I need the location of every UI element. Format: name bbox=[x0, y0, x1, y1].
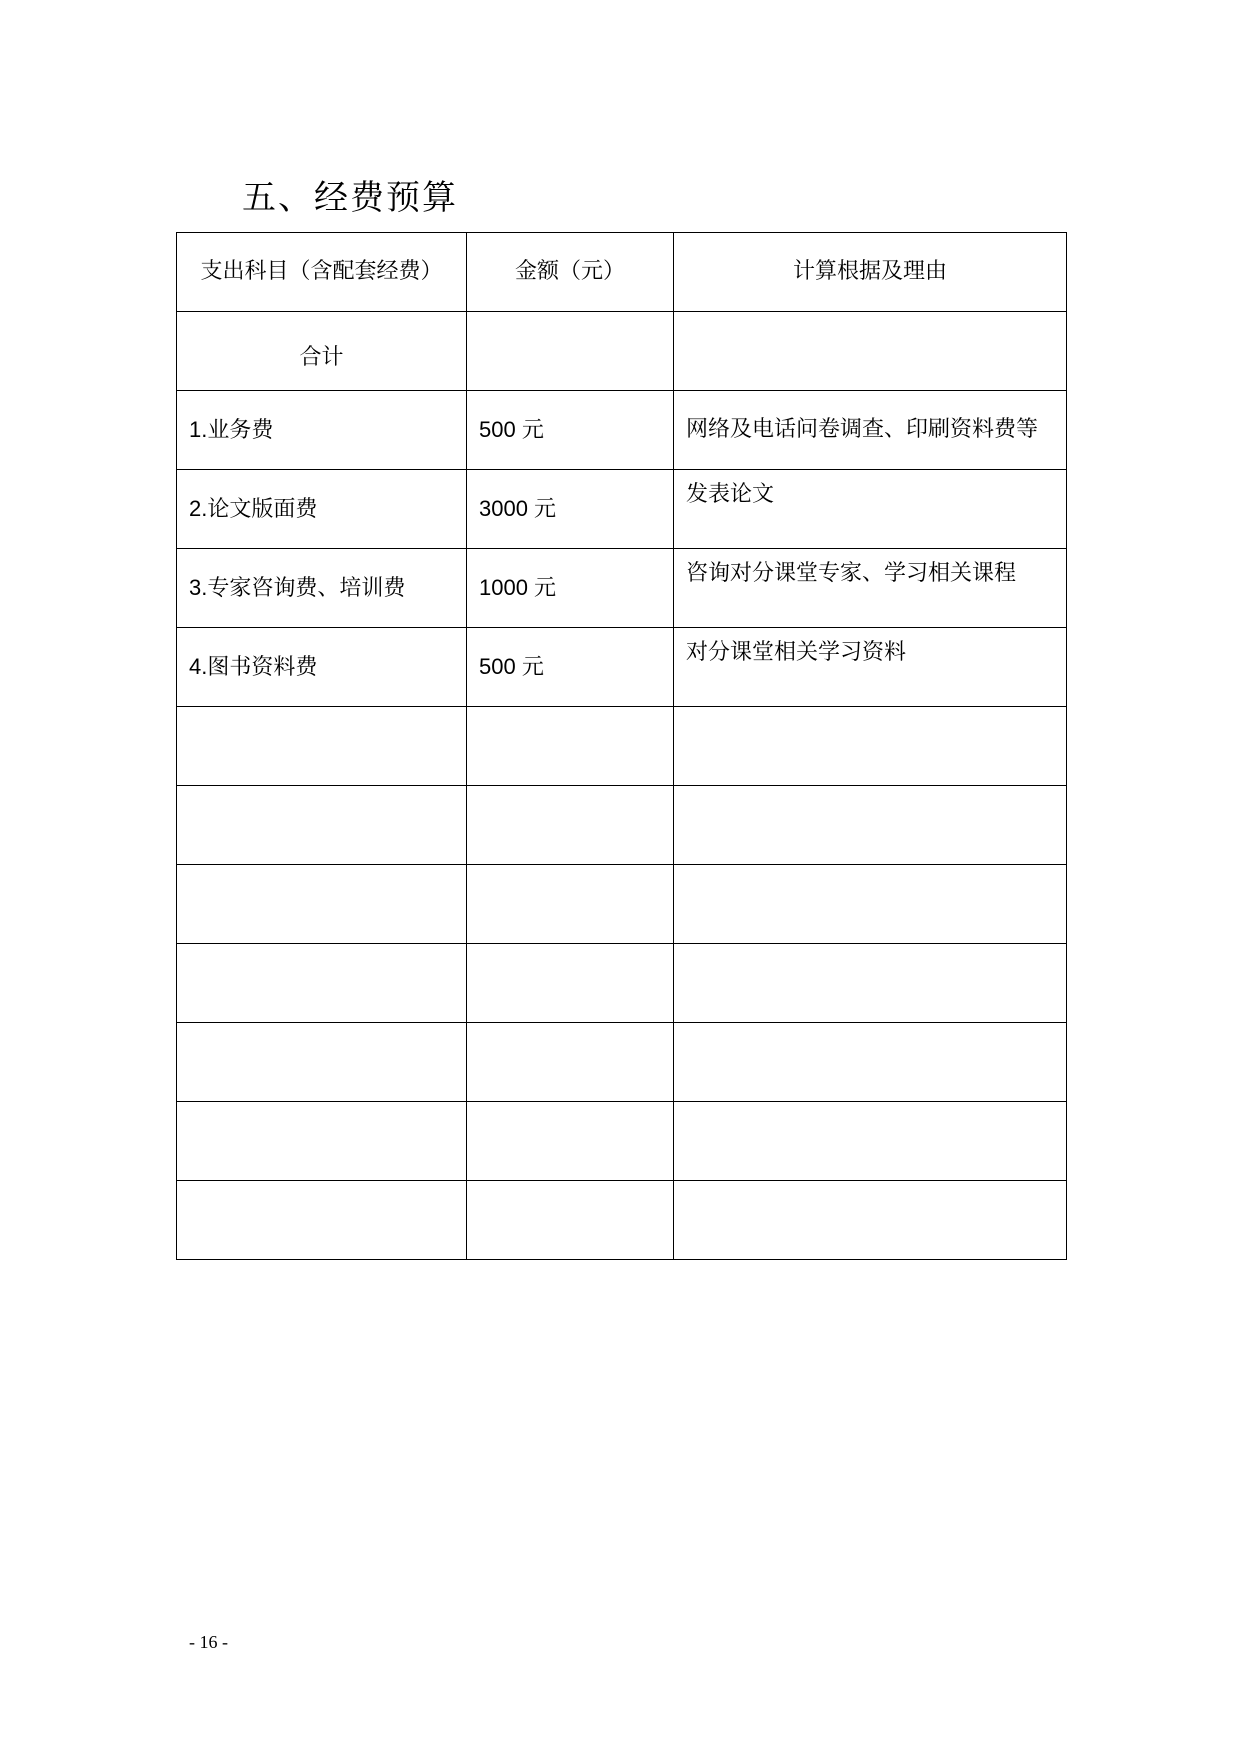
empty-cell bbox=[467, 1181, 674, 1260]
empty-cell bbox=[467, 1023, 674, 1102]
table-row-empty bbox=[177, 1181, 1067, 1260]
header-expense-item: 支出科目（含配套经费） bbox=[177, 233, 467, 312]
expense-amount: 500 元 bbox=[467, 391, 674, 470]
empty-cell bbox=[674, 944, 1067, 1023]
table-row-empty bbox=[177, 944, 1067, 1023]
expense-item: 1.业务费 bbox=[177, 391, 467, 470]
table-header-row bbox=[177, 233, 1067, 312]
empty-cell bbox=[674, 865, 1067, 944]
expense-amount: 3000 元 bbox=[467, 470, 674, 549]
budget-table bbox=[176, 232, 1067, 1260]
expense-reason: 网络及电话问卷调查、印刷资料费等 bbox=[674, 391, 1067, 470]
page-number: - 16 - bbox=[189, 1632, 228, 1652]
empty-cell bbox=[177, 707, 467, 786]
empty-cell bbox=[467, 786, 674, 865]
empty-cell bbox=[177, 944, 467, 1023]
table-row-total bbox=[177, 312, 1067, 391]
total-reason bbox=[674, 312, 1067, 391]
header-amount: 金额（元） bbox=[467, 233, 674, 312]
table-row-empty bbox=[177, 865, 1067, 944]
empty-cell bbox=[467, 1102, 674, 1181]
empty-cell bbox=[177, 786, 467, 865]
table-row-empty bbox=[177, 1102, 1067, 1181]
table-row-empty bbox=[177, 1023, 1067, 1102]
empty-cell bbox=[177, 1181, 467, 1260]
empty-cell bbox=[177, 865, 467, 944]
expense-reason: 咨询对分课堂专家、学习相关课程 bbox=[674, 549, 1067, 628]
empty-cell bbox=[177, 1102, 467, 1181]
empty-cell bbox=[674, 1102, 1067, 1181]
expense-reason: 发表论文 bbox=[674, 470, 1067, 549]
table-row bbox=[177, 628, 1067, 707]
table-row bbox=[177, 470, 1067, 549]
empty-cell bbox=[177, 1023, 467, 1102]
table-row bbox=[177, 391, 1067, 470]
empty-cell bbox=[674, 1023, 1067, 1102]
expense-item: 3.专家咨询费、培训费 bbox=[177, 549, 467, 628]
empty-cell bbox=[674, 786, 1067, 865]
table-row-empty bbox=[177, 786, 1067, 865]
expense-item: 4.图书资料费 bbox=[177, 628, 467, 707]
table-row-empty bbox=[177, 707, 1067, 786]
empty-cell bbox=[467, 944, 674, 1023]
empty-cell bbox=[674, 1181, 1067, 1260]
expense-amount: 500 元 bbox=[467, 628, 674, 707]
total-amount bbox=[467, 312, 674, 391]
table-row bbox=[177, 549, 1067, 628]
header-reason: 计算根据及理由 bbox=[674, 233, 1067, 312]
section-title: 五、经费预算 bbox=[242, 178, 458, 218]
expense-reason: 对分课堂相关学习资料 bbox=[674, 628, 1067, 707]
empty-cell bbox=[467, 707, 674, 786]
total-label: 合计 bbox=[177, 312, 467, 391]
expense-amount: 1000 元 bbox=[467, 549, 674, 628]
empty-cell bbox=[674, 707, 1067, 786]
empty-cell bbox=[467, 865, 674, 944]
expense-item: 2.论文版面费 bbox=[177, 470, 467, 549]
